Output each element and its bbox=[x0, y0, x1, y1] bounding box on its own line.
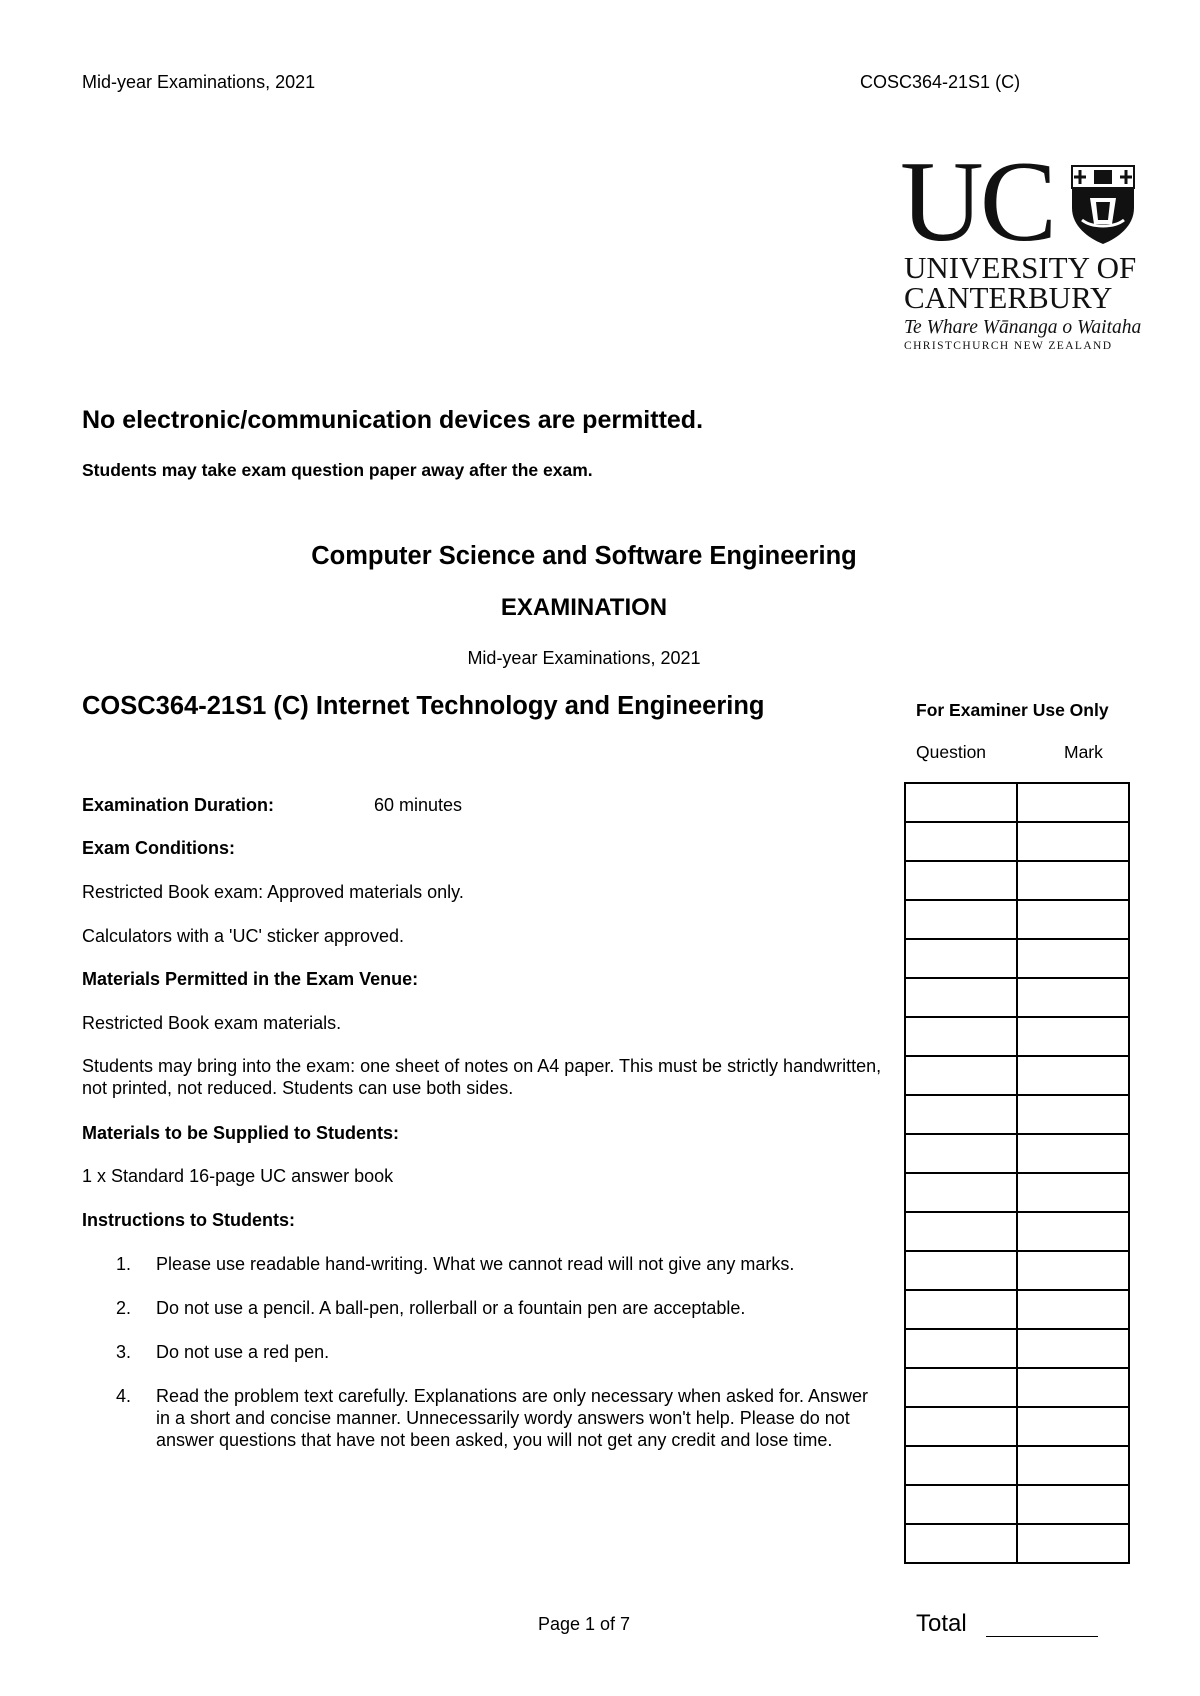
marks-table bbox=[904, 782, 1130, 1564]
marks-row bbox=[905, 1290, 1129, 1329]
instruction-text: Do not use a red pen. bbox=[156, 1342, 330, 1362]
mark-cell bbox=[1017, 783, 1129, 822]
instruction-item bbox=[116, 1341, 906, 1363]
logo-maori-name: Te Whare Wānanga o Waitaha bbox=[904, 317, 1142, 338]
marks-row bbox=[905, 1446, 1129, 1485]
logo-line-2: CANTERBURY bbox=[904, 280, 1113, 315]
mark-cell bbox=[1017, 1017, 1129, 1056]
marks-row bbox=[905, 822, 1129, 861]
question-cell bbox=[905, 978, 1017, 1017]
instruction-number: 4. bbox=[116, 1386, 132, 1406]
instructions-label: Instructions to Students: bbox=[82, 1210, 295, 1230]
marks-row bbox=[905, 1017, 1129, 1056]
mark-cell bbox=[1017, 1368, 1129, 1407]
supplied-text: 1 x Standard 16-page UC answer book bbox=[82, 1166, 394, 1186]
condition-text: Calculators with a 'UC' sticker approved. bbox=[82, 926, 404, 946]
mark-cell bbox=[1017, 1485, 1129, 1524]
department-title: Computer Science and Software Engineering bbox=[311, 542, 857, 570]
question-cell bbox=[905, 1524, 1017, 1563]
course-title: COSC364-21S1 (C) Internet Technology and Engineering bbox=[82, 692, 765, 720]
question-cell bbox=[905, 1446, 1017, 1485]
mark-cell bbox=[1017, 1095, 1129, 1134]
question-cell bbox=[905, 1290, 1017, 1329]
total-label: Total bbox=[916, 1610, 967, 1637]
instruction-number: 2. bbox=[116, 1298, 132, 1318]
instruction-item bbox=[116, 1253, 906, 1275]
examination-title: EXAMINATION bbox=[500, 594, 668, 621]
instruction-text: Please use readable hand-writing. What we cannot read will not give any marks. bbox=[156, 1254, 795, 1274]
question-cell bbox=[905, 1056, 1017, 1095]
question-cell bbox=[905, 1017, 1017, 1056]
instruction-item bbox=[116, 1297, 906, 1319]
instruction-item bbox=[116, 1385, 876, 1451]
marks-row bbox=[905, 783, 1129, 822]
mark-cell bbox=[1017, 822, 1129, 861]
mark-column-header: Mark bbox=[1064, 742, 1103, 762]
marks-row bbox=[905, 1368, 1129, 1407]
mark-cell bbox=[1017, 939, 1129, 978]
question-cell bbox=[905, 1134, 1017, 1173]
mark-cell bbox=[1017, 1251, 1129, 1290]
marks-row bbox=[905, 1134, 1129, 1173]
duration-value: 60 minutes bbox=[374, 795, 463, 815]
duration-label: Examination Duration: bbox=[82, 795, 275, 815]
mark-cell bbox=[1017, 1446, 1129, 1485]
permitted-label: Materials Permitted in the Exam Venue: bbox=[82, 969, 419, 989]
question-cell bbox=[905, 1485, 1017, 1524]
marks-row bbox=[905, 1485, 1129, 1524]
permitted-text: Restricted Book exam materials. bbox=[82, 1013, 342, 1033]
marks-row bbox=[905, 861, 1129, 900]
question-cell bbox=[905, 1212, 1017, 1251]
mark-cell bbox=[1017, 1290, 1129, 1329]
condition-text: Restricted Book exam: Approved materials only. bbox=[82, 882, 464, 902]
marks-row bbox=[905, 1524, 1129, 1563]
marks-row bbox=[905, 939, 1129, 978]
marks-row bbox=[905, 1212, 1129, 1251]
take-away-notice: Students may take exam question paper away after the exam. bbox=[82, 460, 593, 480]
question-cell bbox=[905, 822, 1017, 861]
mark-cell bbox=[1017, 1173, 1129, 1212]
instruction-number: 1. bbox=[116, 1254, 132, 1274]
instruction-number: 3. bbox=[116, 1342, 132, 1362]
marks-row bbox=[905, 1251, 1129, 1290]
marks-row bbox=[905, 1329, 1129, 1368]
session-title: Mid-year Examinations, 2021 bbox=[467, 648, 701, 668]
mark-cell bbox=[1017, 1329, 1129, 1368]
marks-row bbox=[905, 1407, 1129, 1446]
shield-crest-icon bbox=[1068, 162, 1138, 246]
supplied-label: Materials to be Supplied to Students: bbox=[82, 1123, 400, 1143]
permitted-text: Students may bring into the exam: one sheet of notes on A4 paper. This must be strictly handwritten, not printed, not reduced. Students can use both sides. bbox=[82, 1056, 882, 1098]
header-right: COSC364-21S1 (C) bbox=[860, 72, 1021, 92]
marks-row bbox=[905, 1173, 1129, 1212]
marks-row bbox=[905, 978, 1129, 1017]
question-column-header: Question bbox=[916, 742, 987, 762]
logo-city: CHRISTCHURCH NEW ZEALAND bbox=[904, 340, 1113, 352]
mark-cell bbox=[1017, 1134, 1129, 1173]
marks-row bbox=[905, 1056, 1129, 1095]
instruction-text: Do not use a pencil. A ball-pen, rollerball or a fountain pen are acceptable. bbox=[156, 1298, 746, 1318]
mark-cell bbox=[1017, 1056, 1129, 1095]
question-cell bbox=[905, 1368, 1017, 1407]
question-cell bbox=[905, 1329, 1017, 1368]
logo-line-1: UNIVERSITY OF bbox=[904, 250, 1137, 285]
question-cell bbox=[905, 1173, 1017, 1212]
header-left: Mid-year Examinations, 2021 bbox=[82, 72, 316, 92]
question-cell bbox=[905, 900, 1017, 939]
marks-row bbox=[905, 900, 1129, 939]
conditions-label: Exam Conditions: bbox=[82, 838, 236, 858]
mark-cell bbox=[1017, 861, 1129, 900]
question-cell bbox=[905, 939, 1017, 978]
mark-cell bbox=[1017, 1212, 1129, 1251]
question-cell bbox=[905, 1407, 1017, 1446]
mark-cell bbox=[1017, 900, 1129, 939]
marks-row bbox=[905, 1095, 1129, 1134]
question-cell bbox=[905, 1095, 1017, 1134]
question-cell bbox=[905, 1251, 1017, 1290]
mark-cell bbox=[1017, 978, 1129, 1017]
examiner-use-title: For Examiner Use Only bbox=[916, 700, 1109, 720]
page-number: Page 1 of 7 bbox=[537, 1614, 631, 1634]
total-blank-line bbox=[986, 1636, 1098, 1637]
question-cell bbox=[905, 783, 1017, 822]
mark-cell bbox=[1017, 1407, 1129, 1446]
instruction-text: Read the problem text carefully. Explanations are only necessary when asked for. Answer in a short and concise manner. Unnecessarily wordy answers won't help. Please do not answer questions that have not been asked, you will not get any credit and lose time. bbox=[156, 1386, 869, 1450]
question-cell bbox=[905, 861, 1017, 900]
logo-letters: UC bbox=[900, 138, 1054, 266]
mark-cell bbox=[1017, 1524, 1129, 1563]
devices-notice: No electronic/communication devices are permitted. bbox=[82, 406, 704, 434]
